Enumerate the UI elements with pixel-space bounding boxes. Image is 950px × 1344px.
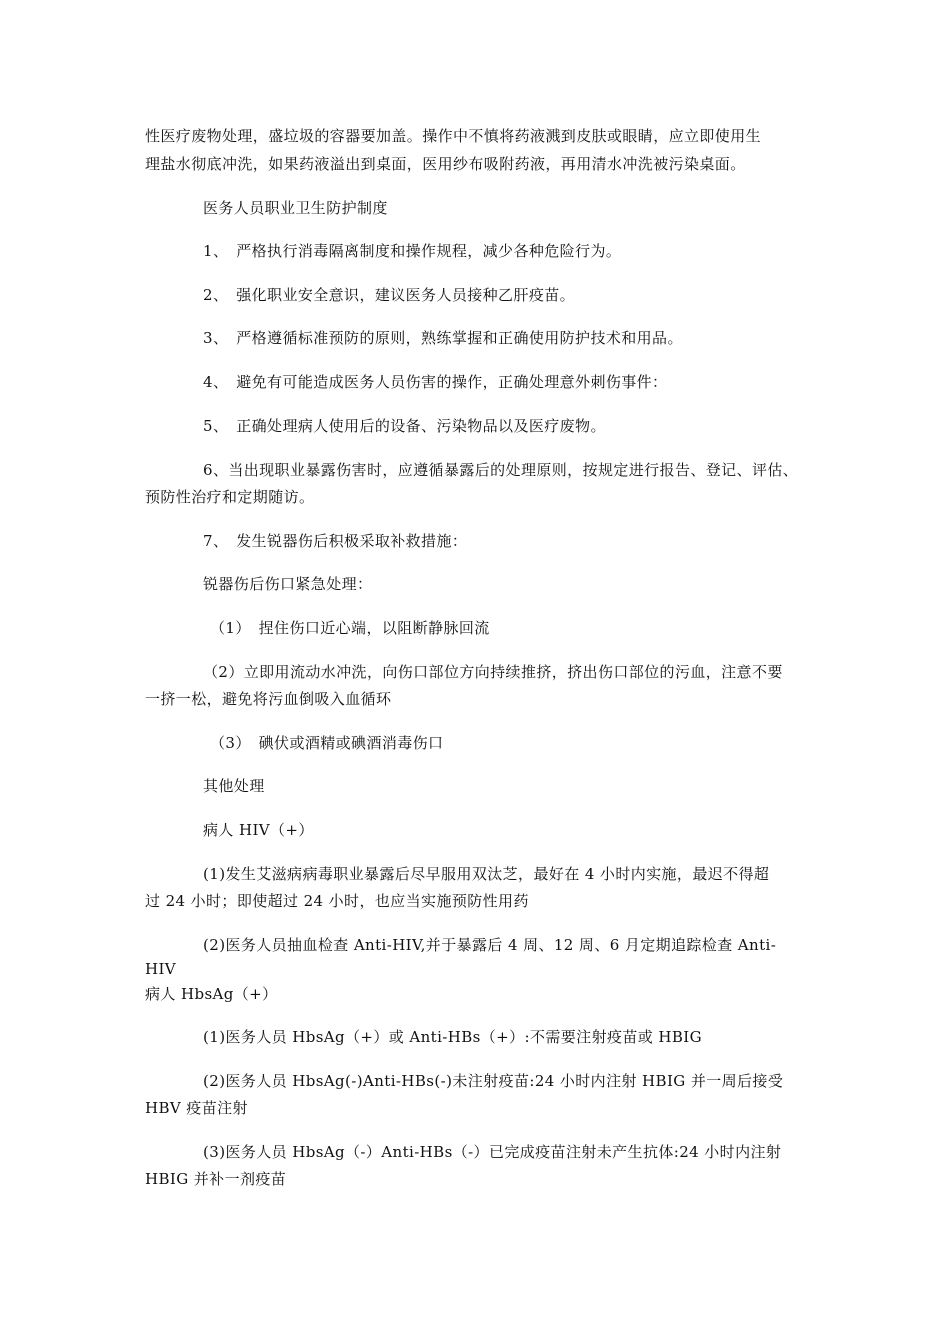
- hbsag-item-2-line-1: (2)医务人员 HbsAg(-)Anti-HBs(-)未注射疫苗:24 小时内注射 HBIG 并一周后接受: [203, 1072, 784, 1090]
- intro-line-1: 性医疗废物处理，盛垃圾的容器要加盖。操作中不慎将药液溅到皮肤或眼睛，应立即使用生: [145, 127, 762, 145]
- item-4: 4、 避免有可能造成医务人员伤害的操作，正确处理意外刺伤事件：: [203, 373, 668, 391]
- sharp-injury-step-2-line-2: 一挤一松，避免将污血倒吸入血循环: [145, 690, 392, 708]
- sharp-injury-step-2-line-1: （2）立即用流动水冲洗，向伤口部位方向持续推挤，挤出伤口部位的污血，注意不要: [203, 663, 783, 681]
- item-6-line-1: 6、当出现职业暴露伤害时，应遵循暴露后的处理原则，按规定进行报告、登记、评估、: [203, 461, 799, 479]
- item-2: 2、 强化职业安全意识，建议医务人员接种乙肝疫苗。: [203, 286, 576, 304]
- hbsag-title: 病人 HbsAg（+）: [145, 985, 278, 1003]
- item-6-line-2: 预防性治疗和定期随访。: [145, 488, 315, 506]
- hbsag-item-3-line-2: HBIG 并补一剂疫苗: [145, 1170, 287, 1188]
- other-title: 其他处理: [203, 777, 265, 795]
- hiv-item-1-line-2: 过 24 小时；即使超过 24 小时，也应当实施预防性用药: [145, 892, 529, 910]
- sharp-injury-step-1: （1） 捏住伤口近心端，以阻断静脉回流: [210, 619, 490, 637]
- hiv-item-2-line-1: (2)医务人员抽血检查 Anti-HIV,并于暴露后 4 周、12 周、6 月定期追踪检查 Anti-: [203, 936, 777, 954]
- sharp-injury-title: 锐器伤后伤口紧急处理：: [203, 575, 373, 593]
- hbsag-item-3-line-1: (3)医务人员 HbsAg（-）Anti-HBs（-）已完成疫苗注射未产生抗体:24 小时内注射: [203, 1143, 782, 1161]
- hbsag-item-2-line-2: HBV 疫苗注射: [145, 1099, 248, 1117]
- item-5: 5、 正确处理病人使用后的设备、污染物品以及医疗废物。: [203, 417, 606, 435]
- hiv-item-2-line-2: HIV: [145, 960, 177, 978]
- sharp-injury-step-3: （3） 碘伏或酒精或碘酒消毒伤口: [210, 734, 444, 752]
- item-1: 1、 严格执行消毒隔离制度和操作规程，减少各种危险行为。: [203, 242, 622, 260]
- section-title: 医务人员职业卫生防护制度: [203, 199, 388, 217]
- hiv-title: 病人 HIV（+）: [203, 821, 314, 839]
- hiv-item-1-line-1: (1)发生艾滋病病毒职业暴露后尽早服用双汰芝，最好在 4 小时内实施，最迟不得超: [203, 865, 770, 883]
- item-7: 7、 发生锐器伤后积极采取补救措施：: [203, 532, 468, 550]
- hbsag-item-1: (1)医务人员 HbsAg（+）或 Anti-HBs（+）:不需要注射疫苗或 HBIG: [203, 1028, 702, 1046]
- item-3: 3、 严格遵循标准预防的原则，熟练掌握和正确使用防护技术和用品。: [203, 329, 683, 347]
- intro-line-2: 理盐水彻底冲洗，如果药液溢出到桌面，医用纱布吸附药液，再用清水冲洗被污染桌面。: [145, 155, 746, 173]
